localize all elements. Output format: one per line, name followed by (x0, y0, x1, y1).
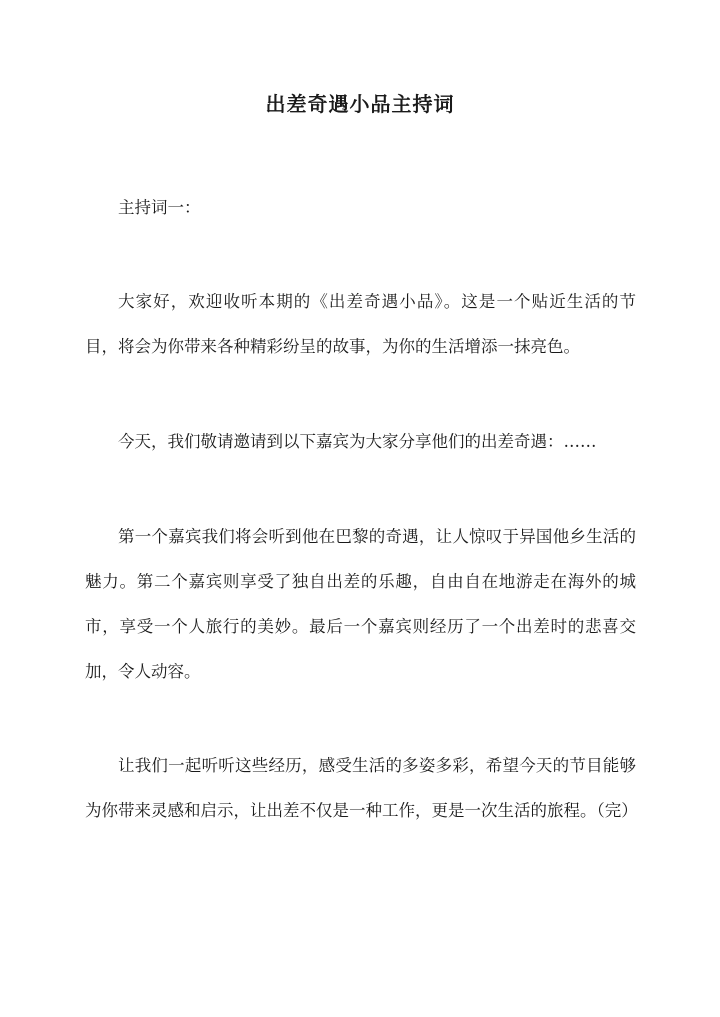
paragraph-intro: 大家好，欢迎收听本期的《出差奇遇小品》。这是一个贴近生活的节目，将会为你带来各种精彩纷呈的故事，为你的生活增添一抹亮色。 (85, 292, 636, 356)
paragraph-guests-invite: 今天，我们敬请邀请到以下嘉宾为大家分享他们的出差奇遇：…… (118, 432, 597, 451)
paragraph-guests-stories: 第一个嘉宾我们将会听到他在巴黎的奇遇，让人惊叹于异国他乡生活的魅力。第二个嘉宾则享受了独自出差的乐趣，自由自在地游走在海外的城市，享受一个人旅行的美妙。最后一个嘉宾则经历了一个出差时的悲喜交加，令人动容。 (85, 527, 636, 681)
document-title: 出差奇遇小品主持词 (265, 92, 455, 116)
section-heading: 主持词一： (118, 198, 201, 217)
paragraph-closing: 让我们一起听听这些经历，感受生活的多姿多彩，希望今天的节目能够为你带来灵感和启示，让出差不仅是一种工作，更是一次生活的旅程。（完） (85, 756, 638, 820)
